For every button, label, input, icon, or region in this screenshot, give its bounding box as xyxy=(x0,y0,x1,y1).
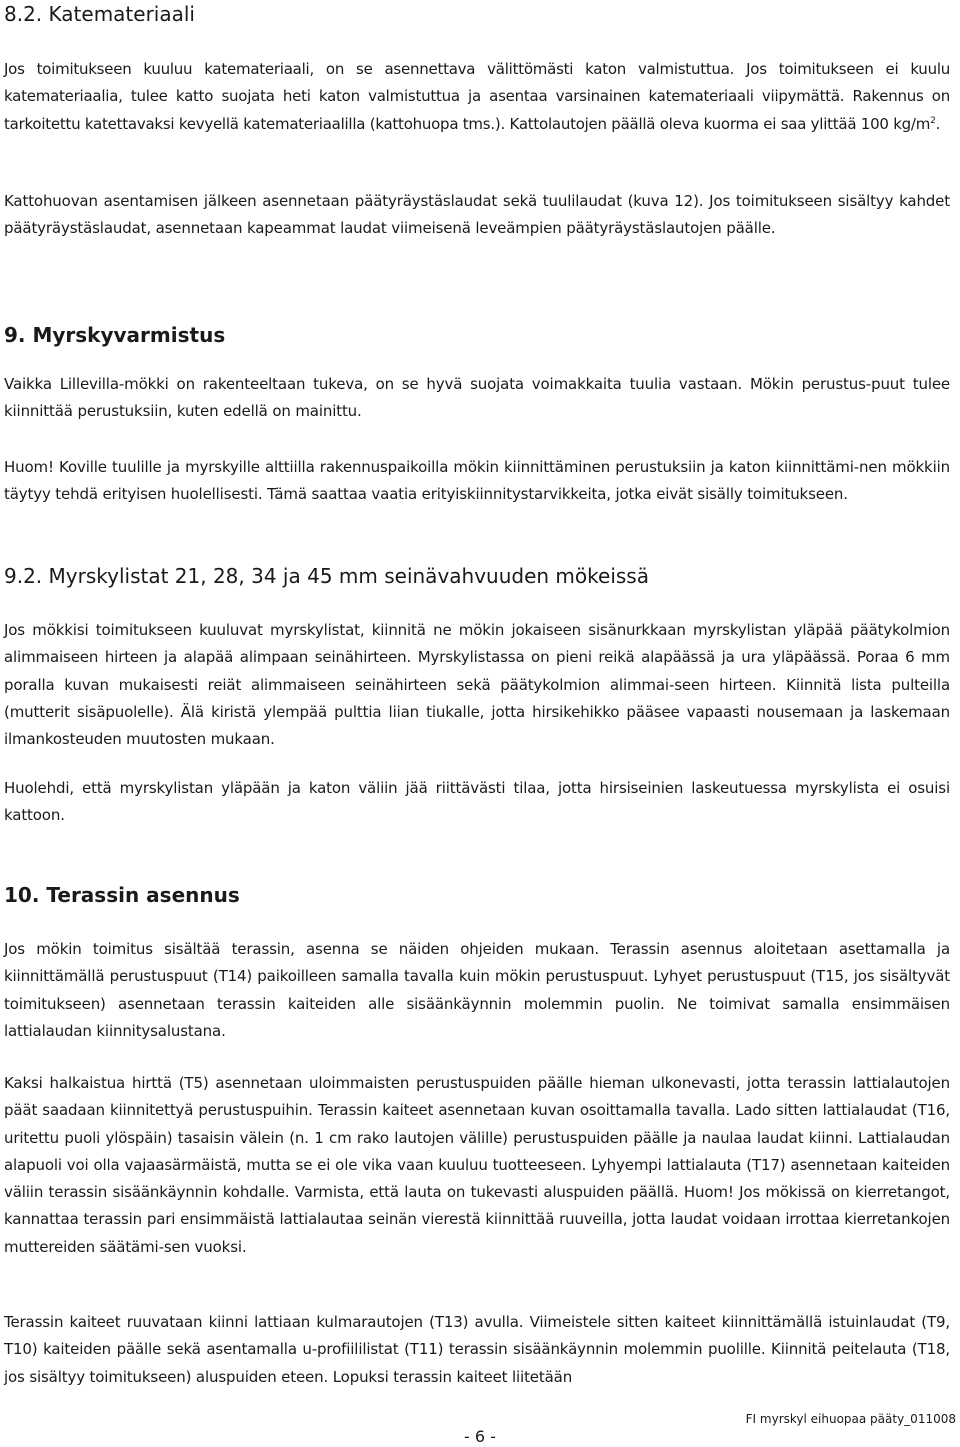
paragraph-text: Jos toimitukseen kuuluu katemateriaali, on se asennettava välittömästi katon valmistuttua. Jos toimitukseen ei kuulu katemateriaalia, tulee katto suojata heti katon valmistuttua ja asentaa varsinainen katemateriaali viipymättä. Rakennus on tarkoitettu katettavaksi kevyellä katemateriaalilla (kattohuopa tms.). Kattolautojen päällä oleva kuorma ei saa ylittää 100 kg/m xyxy=(4,60,950,133)
section-9-paragraph-1: Vaikka Lillevilla-mökki on rakenteeltaan tukeva, on se hyvä suojata voimakkaita tuulia vastaan. Mökin perustus-puut tulee kiinnittää perustuksiin, kuten edellä on mainittu. xyxy=(4,375,950,421)
section-9-paragraph-2: Huom! Koville tuulille ja myrskyille alttiilla rakennuspaikoilla mökin kiinnittäminen perustuksiin ja katon kiinnittämi-nen mökkiin täytyy tehdä erityisen huolellisesti. Tämä saattaa vaatia erityiskiinnitystarvikkeita, jotka eivät sisälly toimitukseen. xyxy=(4,458,950,504)
section-8-2-heading: 8.2. Katemateriaali xyxy=(4,2,195,26)
section-9-2-paragraph-1: Jos mökkisi toimitukseen kuuluvat myrskylistat, kiinnitä ne mökin jokaiseen sisänurkkaan myrskylistan yläpää päätykolmion alimmaiseen hirteen ja alapää alimpaan seinähirteen. Myrskylistassa on pieni reikä alapäässä ja ura yläpäässä. Poraa 6 mm poralla kuvan mukaisesti reiät alimmaiseen seinähirteen sekä päätykolmion alimmai-seen hirteen. Kiinnitä lista pulteilla (mutterit sisäpuolelle). Älä kiristä ylempää pulttia liian tiukalle, jotta hirsikehikko pääsee vapaasti nousemaan ja laskemaan ilmankosteuden muutosten mukaan. xyxy=(4,621,950,749)
section-10-paragraph-3: Terassin kaiteet ruuvataan kiinni lattiaan kulmarautojen (T13) avulla. Viimeistele sitten kaiteet kiinnittämällä istuinlaudat (T9, T10) kaiteiden päälle sekä asentamalla u-profiililistat (T11) terassin sisäänkäynnin molemmin puolille. Kiinnitä peitelauta (T18, jos sisältyy toimitukseen) aluspuiden eteen. Lopuksi terassin kaiteet liitetään xyxy=(4,1313,950,1386)
section-8-2-paragraph-2: Kattohuovan asentamisen jälkeen asennetaan päätyräystäslaudat sekä tuulilaudat (kuva 12). Jos toimitukseen sisältyy kahdet päätyräystäslaudat, asennetaan kapeammat laudat viimeisenä leveämpien päätyräystäslautojen päälle. xyxy=(4,192,950,238)
section-8-2-paragraph-1 xyxy=(4,56,950,138)
superscript: 2 xyxy=(930,115,936,126)
section-9-2-heading: 9.2. Myrskylistat 21, 28, 34 ja 45 mm seinävahvuuden mökeissä xyxy=(4,564,649,588)
paragraph-end: . xyxy=(935,114,941,133)
section-9-2-paragraph-2: Huolehdi, että myrskylistan yläpään ja katon väliin jää riittävästi tilaa, jotta hirsiseinien laskeutuessa myrskylista ei osuisi kattoon. xyxy=(4,779,950,825)
section-9-heading: 9. Myrskyvarmistus xyxy=(4,323,226,347)
page-number: - 6 - xyxy=(464,1427,496,1446)
footer-document-id: FI myrskyl eihuopaa pääty_011008 xyxy=(745,1412,956,1426)
section-10-heading: 10. Terassin asennus xyxy=(4,883,240,907)
section-10-paragraph-1: Jos mökin toimitus sisältää terassin, asenna se näiden ohjeiden mukaan. Terassin asennus aloitetaan asettamalla ja kiinnittämällä perustuspuut (T14) paikoilleen samalla tavalla kuin mökin perustuspuut. Lyhyet perustuspuut (T15, jos sisältyvät toimitukseen) asennetaan terassin kaiteiden alle sisäänkäynnin molemmin puolin. Ne toimivat samalla ensimmäisen lattialaudan kiinnitysalustana. xyxy=(4,940,950,1040)
section-10-paragraph-2: Kaksi halkaistua hirttä (T5) asennetaan uloimmaisten perustuspuiden päälle hieman ulkonevasti, jotta terassin lattialautojen päät saadaan kiinnitettyä perustuspuihin. Terassin kaiteet asennetaan kuvan osoittamalla tavalla. Lado sitten lattialaudat (T16, uritettu puoli ylöspäin) tasaisin välein (n. 1 cm rako lautojen välille) perustuspuiden päälle ja naulaa laudat kiinni. Lattialaudan alapuoli voi olla vajaasärmäistä, mutta se ei ole vika vaan kuuluu tuotteeseen. Lyhyempi lattialauta (T17) asennetaan kaiteiden väliin terassin sisäänkäynnin kohdalle. Varmista, että lauta on tukevasti aluspuiden päällä. Huom! Jos mökissä on kierretangot, kannattaa terassin pari ensimmäistä lattialautaa seinän vierestä kiinnittää ruuveilla, jotta laudat voidaan irrottaa kierretankojen muttereiden säätämi-sen vuoksi. xyxy=(4,1074,950,1256)
